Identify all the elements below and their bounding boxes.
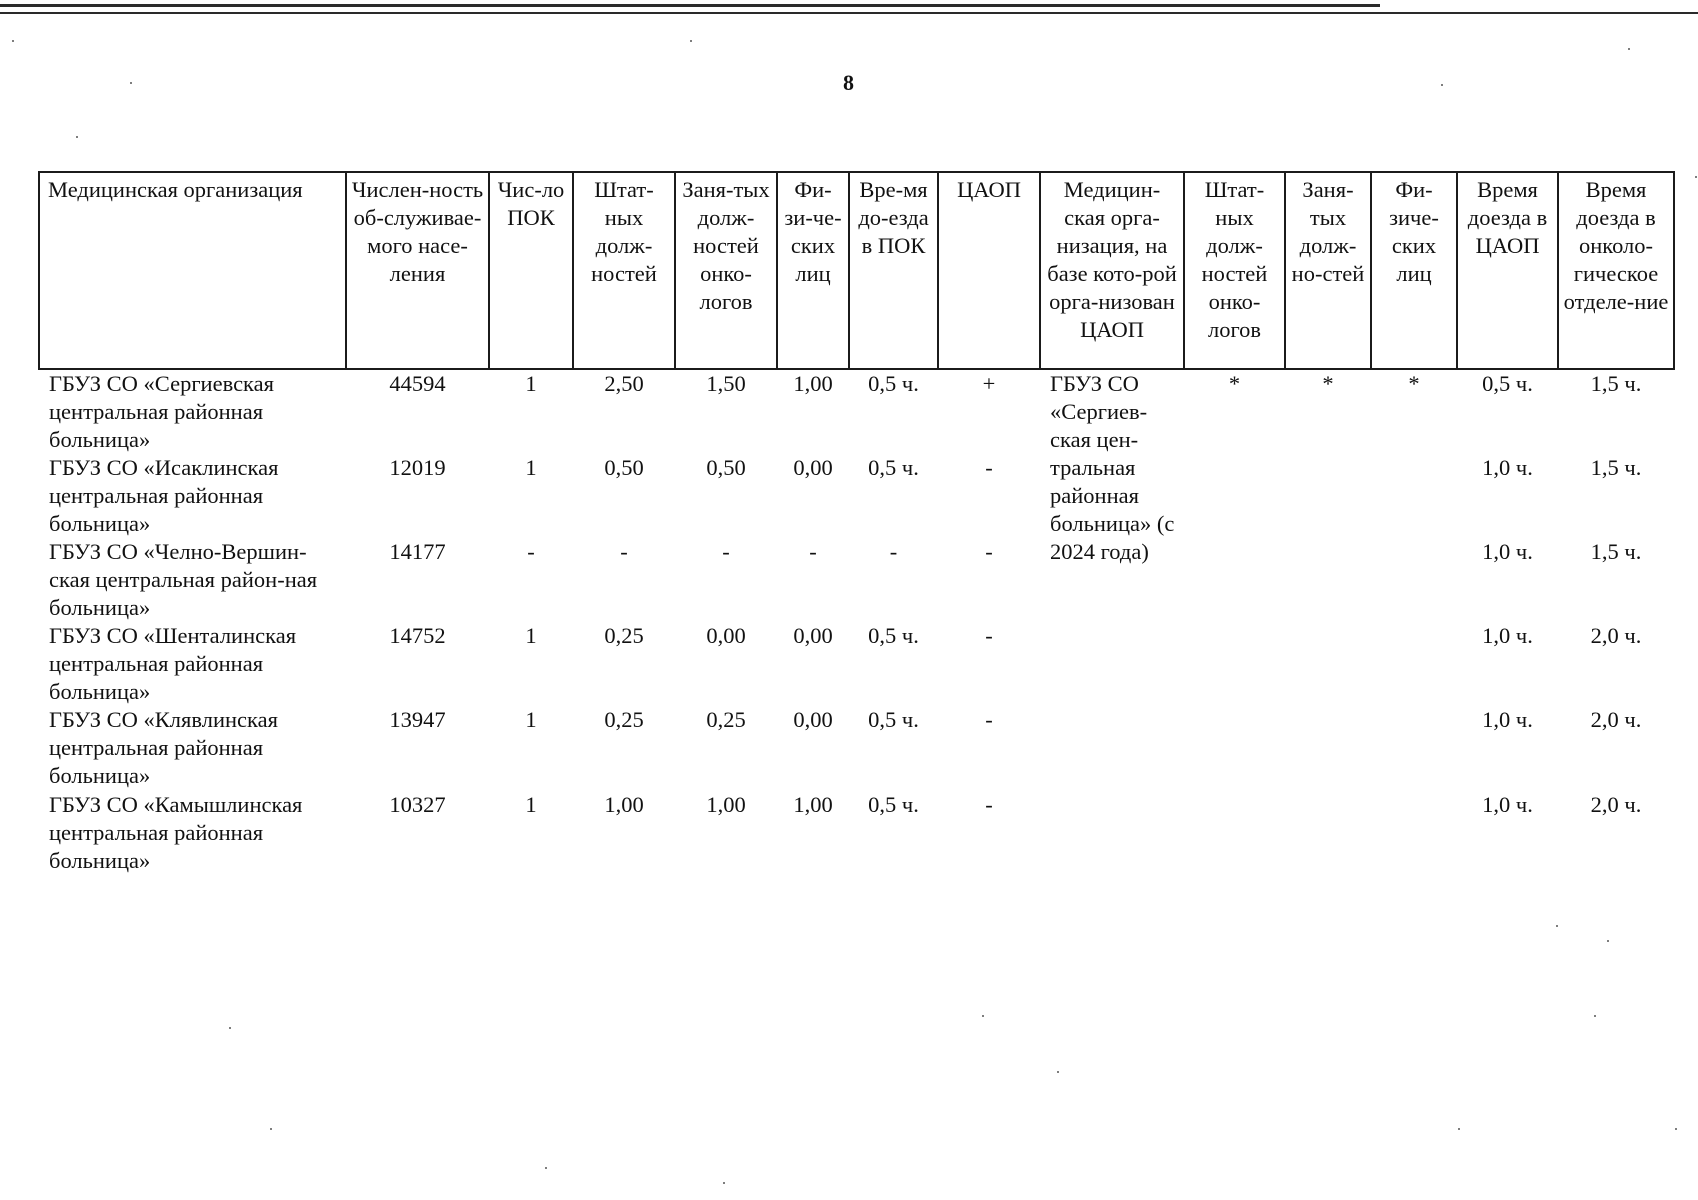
- caop-cell: -: [985, 792, 993, 817]
- scan-speck: [76, 136, 78, 138]
- time-pok-cell: 0,5 ч.: [868, 707, 919, 732]
- caop-individuals-cell: [1371, 454, 1457, 538]
- scan-speck: [12, 40, 14, 42]
- caop-org-empty: [1040, 706, 1184, 791]
- time-caop-cell: 1,0 ч.: [1482, 455, 1533, 480]
- scan-speck: [1057, 1071, 1059, 1073]
- caop-staff-cell: *: [1228, 371, 1241, 396]
- individuals-cell: 0,00: [793, 455, 833, 480]
- time-pok-cell: 0,5 ч.: [868, 792, 919, 817]
- header-population: Числен-ность об-служивае-мого насе-ления: [346, 172, 489, 369]
- scan-speck: [1695, 176, 1697, 178]
- caop-cell: -: [985, 455, 993, 480]
- staff-positions-cell: 2,50: [604, 371, 644, 396]
- individuals-cell: 1,00: [793, 792, 833, 817]
- caop-cell: -: [985, 707, 993, 732]
- time-caop-cell: 0,5 ч.: [1482, 371, 1533, 396]
- org-name: ГБУЗ СО «Камышлинская центральная районная больница»: [49, 792, 303, 873]
- staff-positions-cell: 0,25: [604, 707, 644, 732]
- time-pok-cell: 0,5 ч.: [868, 455, 919, 480]
- population-cell: 12019: [389, 455, 446, 480]
- pok-count-cell: 1: [525, 792, 537, 817]
- top-rule: [0, 12, 1698, 14]
- header-time-onco: Время доезда в онколо-гическое отделе-ние: [1558, 172, 1674, 369]
- time-onco-cell: 2,0 ч.: [1590, 792, 1642, 817]
- time-pok-cell: -: [889, 539, 898, 564]
- header-occupied-positions: Заня-тых долж-ностей онко-логов: [675, 172, 777, 369]
- scan-speck: [270, 1128, 272, 1130]
- scan-speck: [1556, 925, 1558, 927]
- time-pok-cell: 0,5 ч.: [868, 623, 919, 648]
- pok-count-cell: 1: [525, 623, 537, 648]
- header-caop-individuals: Фи-зиче-ских лиц: [1371, 172, 1457, 369]
- org-name: ГБУЗ СО «Клявлинская центральная районная больница»: [49, 707, 278, 788]
- caop-org-cell: ГБУЗ СО «Сергиев-ская цен-тральная районная больница» (с 2024 года): [1050, 371, 1175, 564]
- table-row: [39, 622, 1674, 706]
- pok-count-cell: -: [527, 539, 535, 564]
- scan-speck: [1594, 1015, 1596, 1017]
- staff-positions-cell: 0,50: [604, 455, 644, 480]
- table-row: [39, 538, 1674, 622]
- pok-count-cell: 1: [525, 371, 537, 396]
- time-onco-cell: 1,5 ч.: [1590, 455, 1642, 480]
- caop-occupied-cell: [1285, 538, 1371, 622]
- scan-speck: [229, 1027, 231, 1029]
- scan-speck: [1628, 48, 1630, 50]
- caop-individuals-cell: *: [1408, 371, 1420, 396]
- caop-individuals-cell: [1371, 706, 1457, 791]
- scan-speck: [723, 1182, 725, 1184]
- header-caop-staff: Штат-ных долж-ностей онко-логов: [1184, 172, 1285, 369]
- scan-speck: [545, 1167, 547, 1169]
- time-caop-cell: 1,0 ч.: [1482, 539, 1533, 564]
- caop-occupied-cell: [1285, 454, 1371, 538]
- table-row: [39, 706, 1674, 791]
- header-caop: ЦАОП: [938, 172, 1040, 369]
- org-name: ГБУЗ СО «Сергиевская центральная районная больница»: [49, 371, 274, 452]
- time-onco-cell: 1,5 ч.: [1590, 539, 1642, 564]
- population-cell: 14752: [389, 623, 446, 648]
- staff-positions-cell: -: [620, 539, 628, 564]
- occupied-positions-cell: 0,00: [706, 623, 746, 648]
- table-row: [39, 791, 1674, 876]
- time-caop-cell: 1,0 ч.: [1482, 623, 1533, 648]
- scan-speck: [1441, 84, 1443, 86]
- caop-individuals-cell: [1371, 538, 1457, 622]
- occupied-positions-cell: 1,50: [706, 371, 746, 396]
- individuals-cell: -: [809, 539, 817, 564]
- header-staff-positions: Штат-ных долж-ностей: [573, 172, 675, 369]
- scan-speck: [1458, 1128, 1460, 1130]
- caop-org-empty: [1040, 791, 1184, 876]
- caop-occupied-cell: [1285, 706, 1371, 791]
- occupied-positions-cell: -: [722, 539, 730, 564]
- individuals-cell: 1,00: [793, 371, 833, 396]
- page-number: 8: [843, 70, 854, 95]
- caop-staff-cell: [1184, 454, 1285, 538]
- header-row: [39, 172, 1674, 369]
- header-time-pok: Вре-мя до-езда в ПОК: [849, 172, 938, 369]
- time-onco-cell: 2,0 ч.: [1590, 707, 1642, 732]
- oncology-table: [38, 171, 1675, 876]
- header-caop-org: Медицин-ская орга-низация, на базе кото-рой орга-низован ЦАОП: [1040, 172, 1184, 369]
- org-name: ГБУЗ СО «Исаклинская центральная районная больница»: [49, 455, 279, 536]
- caop-cell: -: [985, 539, 993, 564]
- population-cell: 10327: [389, 792, 446, 817]
- table-row: [39, 369, 1674, 454]
- caop-staff-cell: [1184, 622, 1285, 706]
- top-rule: [0, 4, 1380, 7]
- scan-speck: [982, 1015, 984, 1017]
- caop-individuals-cell: [1371, 791, 1457, 876]
- header-time-caop: Время доезда в ЦАОП: [1457, 172, 1558, 369]
- individuals-cell: 0,00: [793, 623, 833, 648]
- pok-count-cell: 1: [525, 707, 537, 732]
- scan-speck: [130, 82, 132, 84]
- occupied-positions-cell: 1,00: [706, 792, 746, 817]
- staff-positions-cell: 0,25: [604, 623, 644, 648]
- caop-individuals-cell: [1371, 622, 1457, 706]
- header-individuals: Фи-зи-че-ских лиц: [777, 172, 849, 369]
- population-cell: 13947: [389, 707, 446, 732]
- time-onco-cell: 1,5 ч.: [1590, 371, 1642, 396]
- staff-positions-cell: 1,00: [604, 792, 644, 817]
- org-name: ГБУЗ СО «Челно-Вершин-ская центральная район-ная больница»: [49, 539, 318, 620]
- caop-cell: -: [985, 623, 993, 648]
- scan-speck: [690, 40, 692, 42]
- time-caop-cell: 1,0 ч.: [1482, 792, 1533, 817]
- caop-occupied-cell: [1285, 791, 1371, 876]
- org-name: ГБУЗ СО «Шенталинская центральная районная больница»: [49, 623, 297, 704]
- caop-occupied-cell: [1285, 622, 1371, 706]
- pok-count-cell: 1: [525, 455, 537, 480]
- caop-staff-cell: [1184, 791, 1285, 876]
- caop-occupied-cell: *: [1322, 371, 1334, 396]
- time-onco-cell: 2,0 ч.: [1590, 623, 1642, 648]
- scan-speck: [1675, 1128, 1677, 1130]
- occupied-positions-cell: 0,25: [706, 707, 746, 732]
- population-cell: 44594: [389, 371, 446, 396]
- header-caop-occupied: Заня-тых долж-но-стей: [1285, 172, 1371, 369]
- header-pok-count: Чис-ло ПОК: [489, 172, 573, 369]
- table-row: [39, 454, 1674, 538]
- occupied-positions-cell: 0,50: [706, 455, 746, 480]
- scan-speck: [1607, 940, 1609, 942]
- caop-staff-cell: [1184, 706, 1285, 791]
- caop-org-empty: [1040, 622, 1184, 706]
- caop-cell: +: [982, 371, 996, 396]
- population-cell: 14177: [389, 539, 446, 564]
- time-caop-cell: 1,0 ч.: [1482, 707, 1533, 732]
- header-org: Медицинская организация: [39, 172, 346, 369]
- individuals-cell: 0,00: [793, 707, 833, 732]
- caop-staff-cell: [1184, 538, 1285, 622]
- time-pok-cell: 0,5 ч.: [868, 371, 919, 396]
